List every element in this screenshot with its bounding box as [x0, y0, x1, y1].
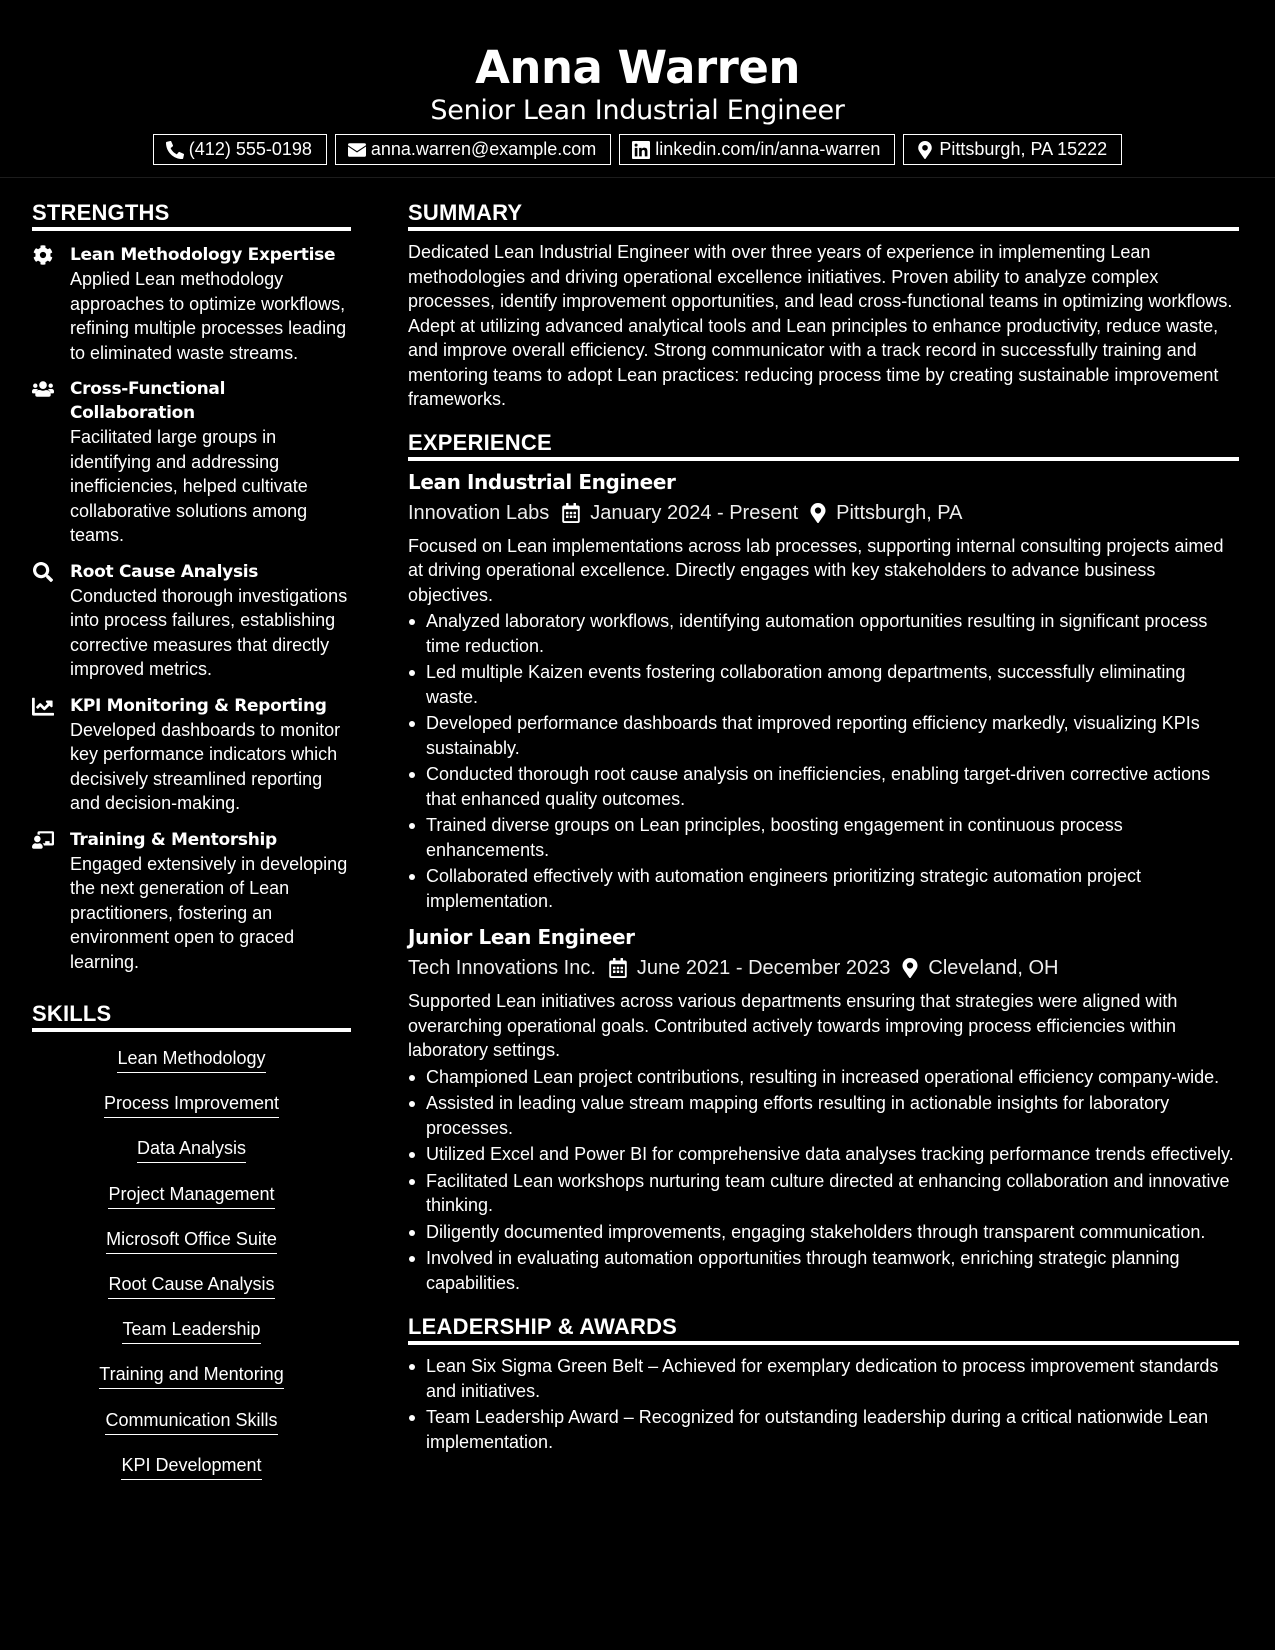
leadership-list — [408, 1354, 1239, 1454]
contact-location[interactable] — [903, 134, 1122, 165]
skill-tag: Project Management — [108, 1178, 274, 1209]
right-column — [408, 196, 1239, 1456]
job-entry — [408, 468, 1239, 914]
job-company: Innovation Labs — [408, 501, 550, 524]
leadership-heading: LEADERSHIP & AWARDS — [408, 1310, 1239, 1345]
contact-bar — [0, 134, 1275, 165]
job-bullet: Developed performance dashboards that improved reporting efficiency markedly, visualizing KPIs sustainably. — [408, 711, 1239, 760]
job-bullet: Led multiple Kaizen events fostering collaboration among departments, successfully eliminating waste. — [408, 660, 1239, 709]
phone-text: (412) 555-0198 — [188, 139, 312, 159]
skill-tag: Microsoft Office Suite — [106, 1223, 277, 1254]
email-text: anna.warren@example.com — [370, 139, 597, 159]
job-bullets — [408, 609, 1239, 913]
job-company: Tech Innovations Inc. — [408, 957, 596, 979]
job-bullet: Facilitated Lean workshops nurturing team culture directed at enhancing collaboration and innovative thinking. — [408, 1169, 1239, 1218]
skill-tag: Data Analysis — [137, 1132, 246, 1163]
job-description: Supported Lean initiatives across various departments ensuring that strategies were aligned with overarching operational goals. Contributed actively towards improving process efficiencies within laboratory settings. — [408, 991, 1178, 1060]
resume-header — [0, 0, 1275, 178]
job-bullet: Diligently documented improvements, engaging stakeholders through transparent communication. — [408, 1220, 1239, 1245]
job-bullet: Championed Lean project contributions, resulting in increased operational efficiency company-wide. — [408, 1065, 1239, 1090]
gear-icon — [32, 245, 54, 265]
linkedin-text: linkedin.com/in/anna-warren — [655, 139, 881, 159]
job-bullet: Collaborated effectively with automation engineers prioritizing strategic automation project implementation. — [408, 864, 1239, 913]
map-pin-icon — [916, 141, 934, 159]
job-bullet: Utilized Excel and Power BI for comprehensive data analyses tracking performance trends effectively. — [408, 1142, 1239, 1167]
job-description: Focused on Lean implementations across lab processes, supporting internal consulting projects aimed at driving operational excellence. Directly engages with key stakeholders to advance business objectives. — [408, 535, 1224, 605]
skill-tag: Communication Skills — [105, 1404, 277, 1435]
experience-heading: EXPERIENCE — [408, 426, 1239, 461]
skills-list — [32, 1042, 351, 1494]
job-meta — [408, 498, 1239, 528]
strength-item — [32, 243, 351, 365]
strength-title: Lean Methodology Expertise — [70, 245, 336, 265]
calendar-icon — [609, 958, 627, 978]
location-text: Pittsburgh, PA 15222 — [939, 139, 1108, 159]
job-bullet: Conducted thorough root cause analysis on inefficiencies, enabling target-driven corrective actions that enhanced quality outcomes. — [408, 762, 1239, 811]
strength-item — [32, 694, 351, 816]
phone-icon — [166, 141, 184, 159]
candidate-title: Senior Lean Industrial Engineer — [430, 95, 845, 126]
left-column — [32, 196, 351, 1494]
summary-text: Dedicated Lean Industrial Engineer with over three years of experience in implementing Lean methodologies and driving operational excellence initiatives. Proven ability to analyze complex processes, identify improvement opportunities, and lead cross-functional teams in optimizing workflows. Adept at utilizing advanced analytical tools and Lean principles to enhance productivity, reduce waste, and improve overall efficiency. Strong communicator with a track record in successfully training and mentoring teams to adopt Lean practices: reducing process time by creating sustainable improvement frameworks. — [408, 242, 1233, 409]
users-icon — [32, 379, 54, 399]
strength-desc: Conducted thorough investigations into process failures, establishing corrective measures that directly improved metrics. — [70, 585, 348, 679]
strengths-heading: STRENGTHS — [32, 196, 351, 231]
skill-tag: Team Leadership — [122, 1313, 260, 1344]
search-icon — [32, 562, 54, 582]
contact-phone[interactable] — [153, 134, 327, 165]
job-dates: June 2021 - December 2023 — [636, 957, 891, 979]
strength-title: Root Cause Analysis — [70, 561, 259, 582]
map-pin-icon — [810, 503, 826, 523]
job-title: Junior Lean Engineer — [408, 925, 635, 949]
skill-tag: Process Improvement — [104, 1087, 279, 1118]
skill-tag: KPI Development — [121, 1449, 261, 1480]
job-title: Lean Industrial Engineer — [408, 469, 676, 494]
job-bullet: Analyzed laboratory workflows, identifying automation opportunities resulting in significant process time reduction. — [408, 609, 1239, 658]
job-dates: January 2024 - Present — [590, 501, 799, 524]
strength-desc: Applied Lean methodology approaches to optimize workflows, refining multiple processes leading to eliminated waste streams. — [70, 269, 347, 363]
job-location: Pittsburgh, PA — [836, 501, 963, 524]
skill-tag: Training and Mentoring — [99, 1358, 283, 1389]
strength-desc: Developed dashboards to monitor key performance indicators which decisively streamlined reporting and decision-making. — [70, 719, 341, 813]
strength-title: Training & Mentorship — [70, 829, 277, 850]
chart-line-icon — [32, 696, 54, 716]
strength-desc: Engaged extensively in developing the next generation of Lean practitioners, fostering an environment open to graced learning. — [70, 853, 348, 972]
job-location: Cleveland, OH — [928, 957, 1059, 979]
contact-linkedin[interactable] — [619, 134, 895, 165]
linkedin-icon — [632, 141, 650, 159]
strength-item — [32, 828, 351, 975]
award-item: Team Leadership Award – Recognized for outstanding leadership during a critical nationwide Lean implementation. — [408, 1405, 1239, 1454]
job-meta — [408, 953, 1239, 983]
award-item: Lean Six Sigma Green Belt – Achieved for exemplary dedication to process improvement standards and initiatives. — [408, 1354, 1239, 1403]
strength-title: Cross-Functional Collaboration — [70, 379, 226, 423]
contact-email[interactable] — [335, 134, 611, 165]
skill-tag: Lean Methodology — [117, 1042, 265, 1073]
calendar-icon — [562, 503, 580, 523]
strength-desc: Facilitated large groups in identifying and addressing inefficiencies, helped cultivate collaborative solutions among teams. — [70, 427, 308, 545]
strength-title: KPI Monitoring & Reporting — [70, 695, 327, 716]
job-bullet: Assisted in leading value stream mapping efforts resulting in actionable insights for laboratory processes. — [408, 1091, 1239, 1140]
candidate-name: Anna Warren — [475, 41, 800, 94]
envelope-icon — [348, 141, 366, 159]
job-bullet: Trained diverse groups on Lean principles, boosting engagement in continuous process enhancements. — [408, 813, 1239, 862]
map-pin-icon — [902, 958, 918, 978]
job-entry — [408, 923, 1239, 1295]
job-bullets — [408, 1065, 1239, 1296]
skill-tag: Root Cause Analysis — [108, 1268, 274, 1299]
strength-item — [32, 560, 351, 682]
strength-item — [32, 377, 351, 548]
job-bullet: Involved in evaluating automation opportunities through teamwork, enriching strategic planning capabilities. — [408, 1246, 1239, 1295]
chalkboard-teacher-icon — [32, 830, 54, 850]
skills-heading: SKILLS — [32, 997, 351, 1032]
summary-heading: SUMMARY — [408, 196, 1239, 231]
